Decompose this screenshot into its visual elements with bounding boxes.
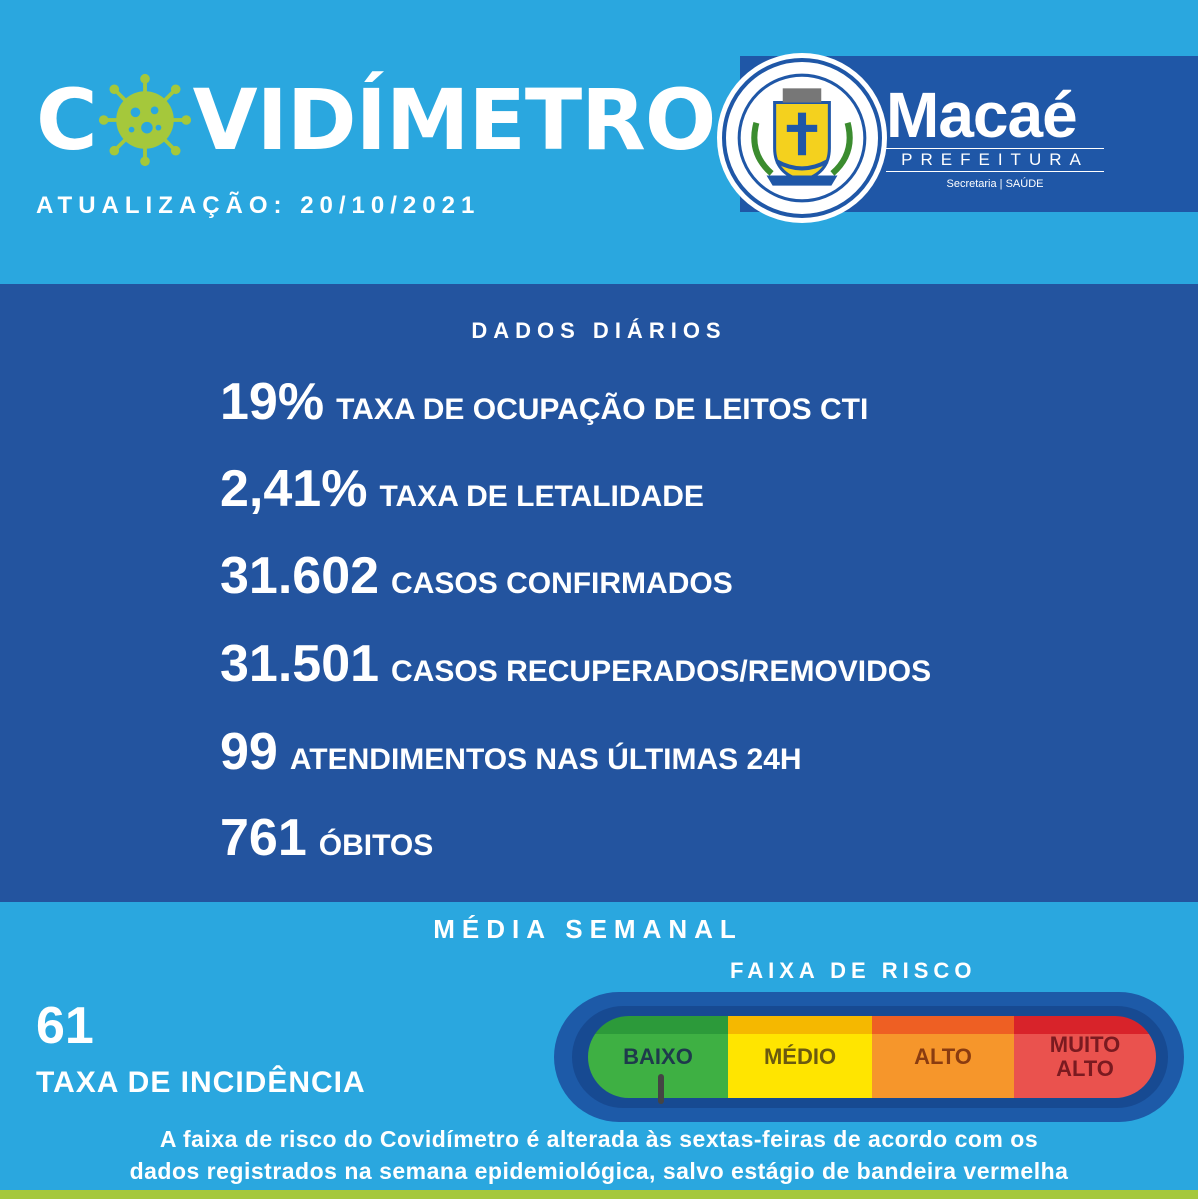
coat-of-arms-icon (726, 62, 878, 214)
risk-level-baixo: BAIXO (588, 1016, 728, 1098)
risk-level-alto: ALTO (872, 1016, 1014, 1098)
stat-row (220, 459, 704, 529)
weekly-title: MÉDIA SEMANAL (433, 914, 743, 944)
stat-label: CASOS CONFIRMADOS (391, 567, 733, 600)
incidence-value: 61 (36, 997, 94, 1055)
stat-row (220, 722, 802, 792)
virus-icon (97, 72, 193, 168)
stat-value: 19% (220, 373, 325, 431)
stat-value: 31.501 (220, 635, 380, 693)
footer-note-line2: dados registrados na semana epidemiológica, salvo estágio de bandeira vermelha (129, 1158, 1069, 1184)
stat-row (220, 634, 931, 704)
stat-value: 761 (220, 809, 307, 867)
stat-label: TAXA DE OCUPAÇÃO DE LEITOS CTI (336, 393, 869, 426)
stat-label: ÓBITOS (318, 829, 434, 862)
stat-label: TAXA DE LETALIDADE (379, 480, 704, 513)
stat-value: 2,41% (220, 460, 368, 518)
daily-title: DADOS DIÁRIOS (471, 318, 727, 343)
title-text: VIDÍMETRO (192, 71, 716, 169)
risk-needle (658, 1074, 664, 1104)
update-date: ATUALIZAÇÃO: 20/10/2021 (36, 192, 481, 219)
title-letter-c: C (36, 71, 97, 169)
footer-note-line1: A faixa de risco do Covidímetro é alterada às sextas-feiras de acordo com os (159, 1126, 1039, 1152)
department-label: Secretaria | SAÚDE (946, 178, 1044, 190)
stat-label: ATENDIMENTOS NAS ÚLTIMAS 24H (289, 743, 802, 776)
risk-level-muito-alto (1014, 1016, 1156, 1098)
risk-title: FAIXA DE RISCO (730, 958, 977, 983)
risk-level-medio: MÉDIO (728, 1016, 872, 1098)
covidimetro-title (36, 70, 715, 170)
stat-value: 99 (220, 723, 278, 781)
risk-level-muito-alto-label: MUITO ALTO (1049, 1032, 1121, 1081)
city-seal (722, 58, 882, 218)
stat-row (220, 808, 433, 878)
stat-row (220, 546, 733, 616)
stat-label: CASOS RECUPERADOS/REMOVIDOS (391, 655, 932, 688)
stat-value: 31.602 (220, 547, 380, 605)
bottom-strip (0, 1190, 1198, 1199)
prefeitura-label: PREFEITURA (886, 148, 1104, 172)
incidence-label: TAXA DE INCIDÊNCIA (36, 1066, 366, 1099)
city-name: Macaé (886, 79, 1077, 151)
stat-row (220, 372, 868, 442)
